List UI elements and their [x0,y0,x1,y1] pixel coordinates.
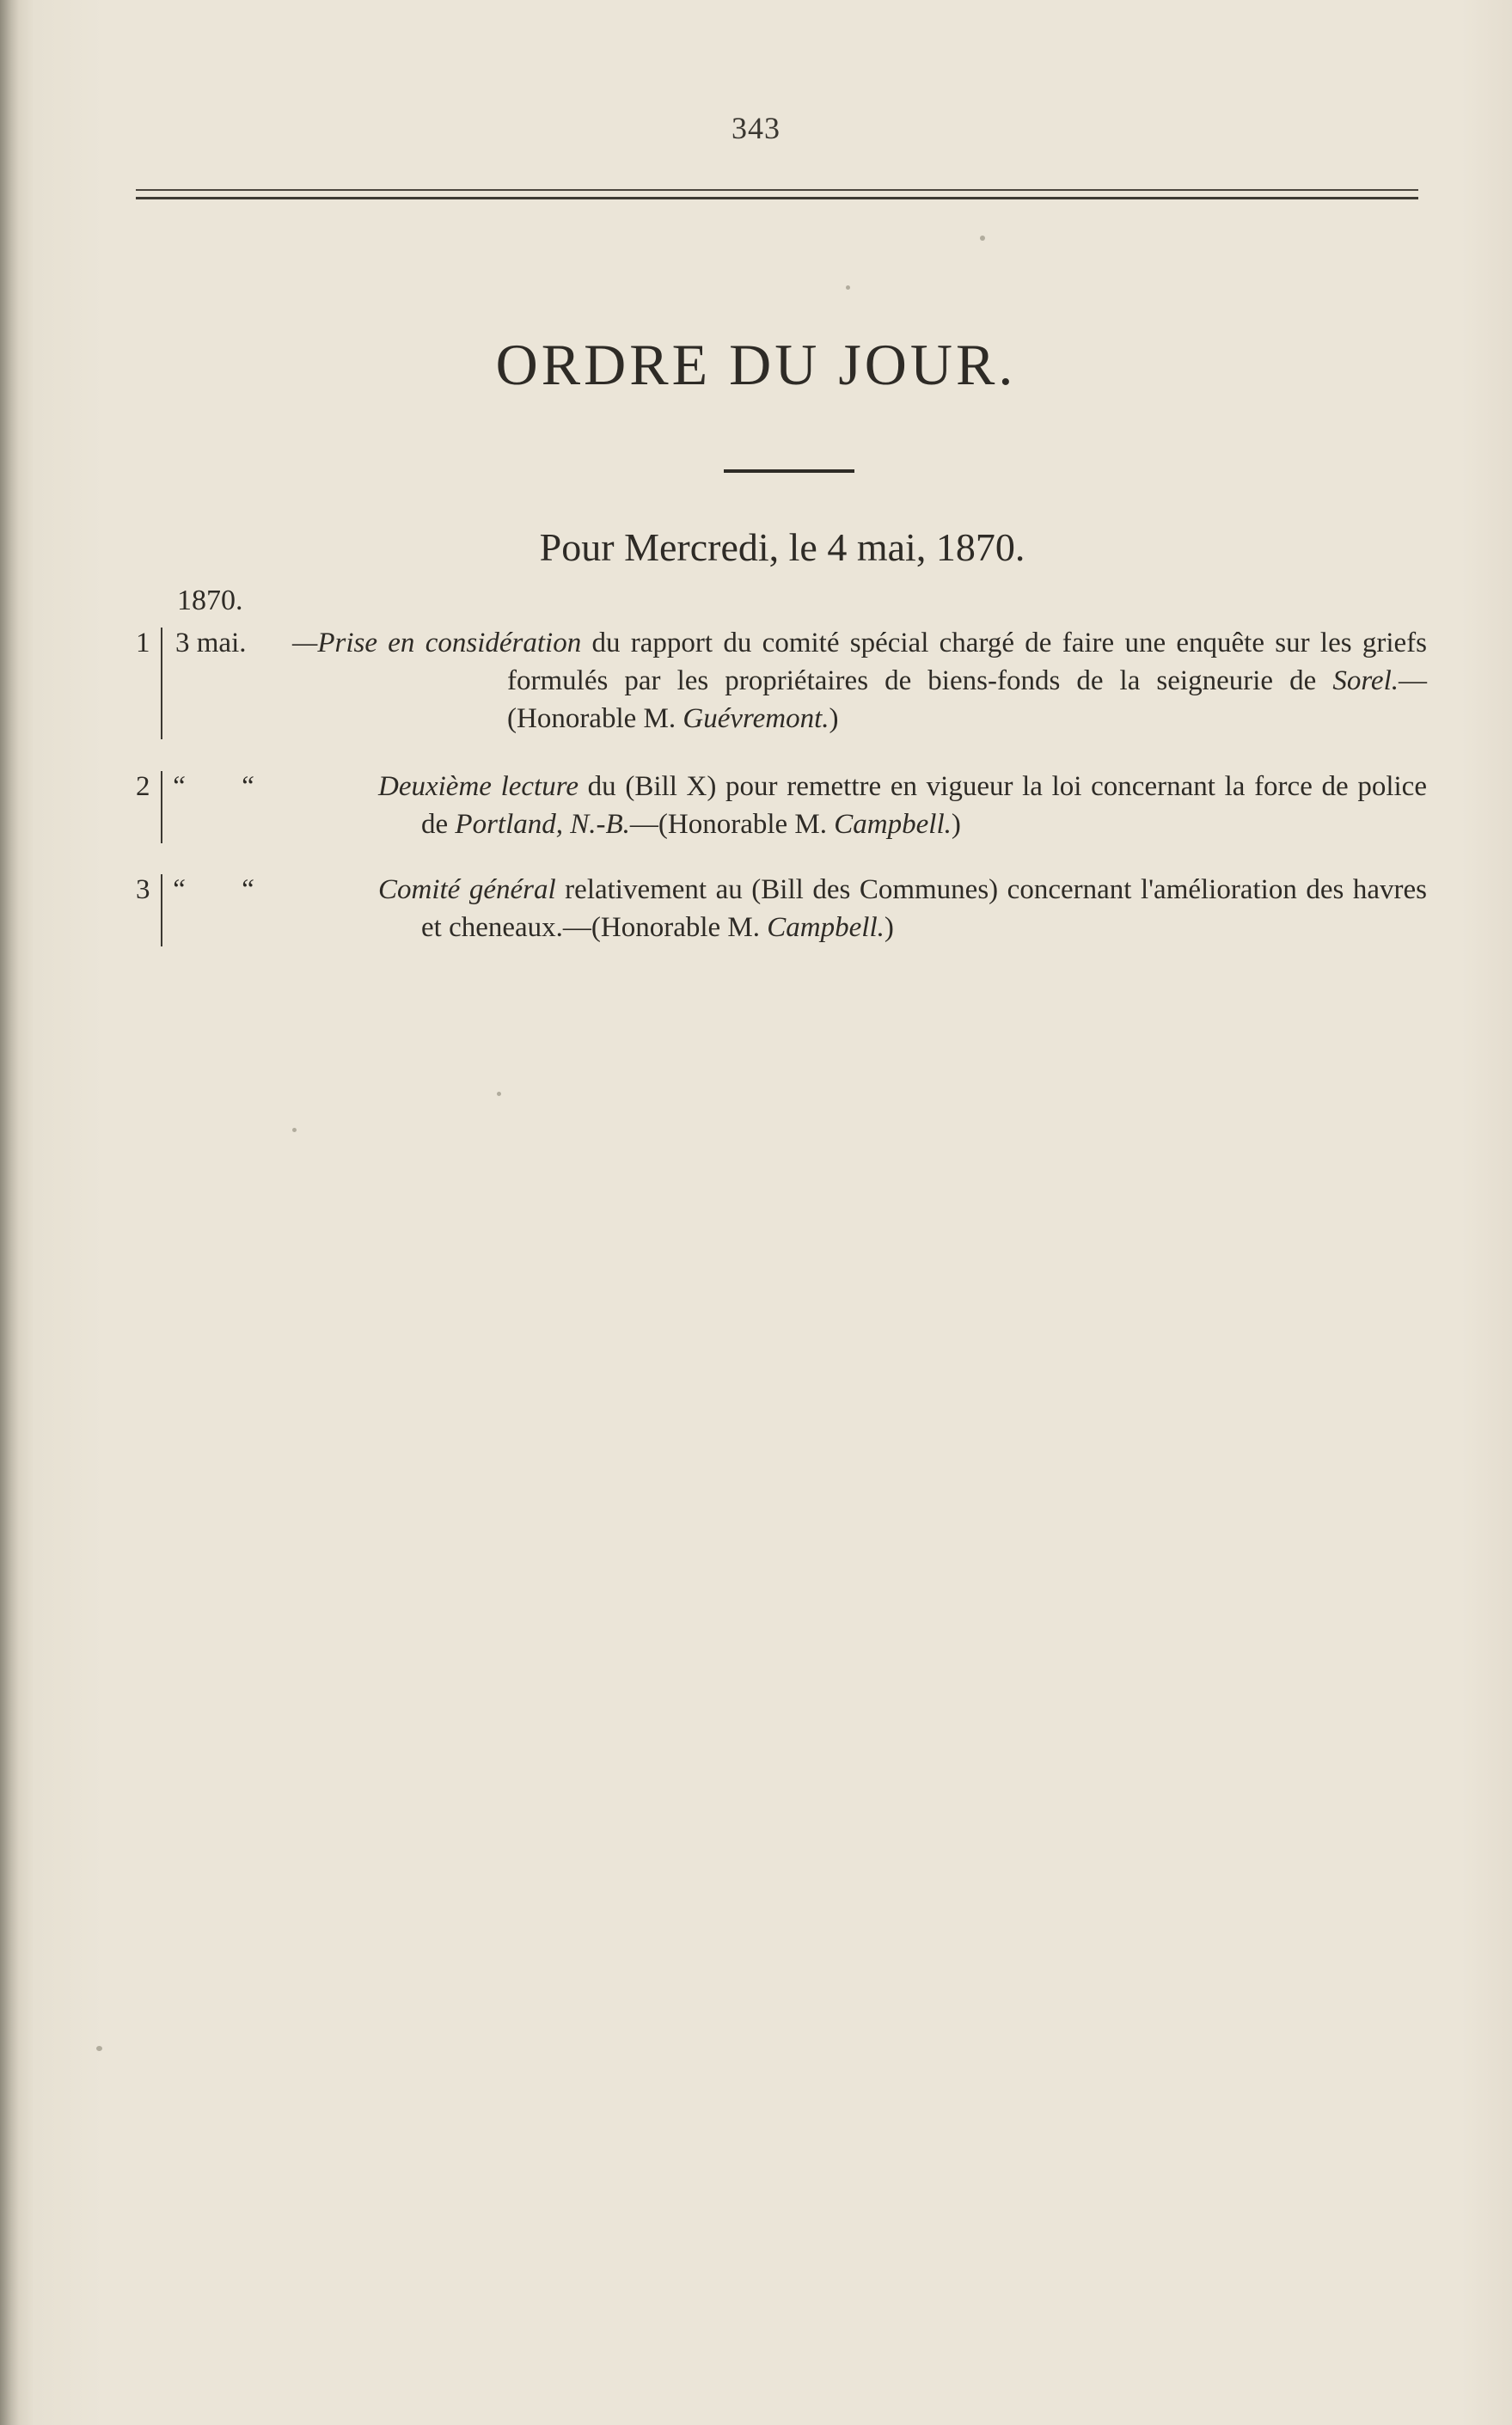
item-ditto-text: “ [239,771,255,802]
item-sponsor: Guévremont. [683,703,829,734]
title-underline-rule [724,469,854,473]
item-number: 1 [136,628,150,658]
item-lead: Deuxième lecture [378,771,578,802]
item-sponsor: Campbell. [834,809,952,840]
paper-speck [846,285,850,290]
agenda-item-1 [129,624,1427,738]
paper-speck [497,1092,501,1096]
item-text [378,871,1427,946]
item-number: 2 [136,771,150,802]
item-sponsor-prefix: —(Honorable M. [629,809,835,840]
agenda-item-3 [129,871,1427,948]
item-sponsor: Campbell. [767,912,885,943]
header-double-rule [136,189,1418,201]
session-date-heading: Pour Mercredi, le 4 mai, 1870. [539,525,1025,569]
page-title: ORDRE DU JOUR. [495,332,1017,397]
item-body: du (Bill X) pour remettre en vigueur la loi concernant la force de police de [421,771,1427,840]
item-margin-rule [161,771,162,843]
item-date: 3 mai. [175,628,247,658]
item-ditto-date: “ [170,874,187,905]
item-body: relativement au (Bill des Communes) concernant l'amélioration des havres et cheneaux. [421,874,1427,943]
agenda-item-2 [129,768,1427,845]
page-number: 343 [732,111,780,145]
item-text [378,768,1427,843]
item-ditto-date: “ [170,771,187,802]
header-rule-thin [136,189,1418,191]
paper-speck [292,1128,297,1132]
item-number: 3 [136,874,150,905]
item-body: du rapport du comité spécial chargé de faire une enquête sur les griefs formulés par les propriétaires de biens-fonds de la seigneurie de [507,628,1427,696]
item-lead: Comité général [378,874,556,905]
item-close: ) [951,809,961,840]
item-sponsor-prefix: —(Honorable M. [562,912,768,943]
item-ditto-text: “ [239,874,255,905]
year-label: 1870. [177,585,243,616]
item-close: ) [884,912,894,943]
item-text [292,624,1427,738]
item-sponsor-prefix: —(Honorable M. [507,665,1427,734]
item-margin-rule [161,874,162,946]
header-rule-thick [136,197,1418,199]
paper-speck [96,2046,102,2051]
item-close: ) [829,703,839,734]
item-place: Sorel. [1332,665,1399,696]
item-margin-rule [161,628,162,739]
paper-speck [980,236,985,241]
item-place: Portland, N.-B. [455,809,630,840]
item-lead: —Prise en considération [292,628,582,658]
